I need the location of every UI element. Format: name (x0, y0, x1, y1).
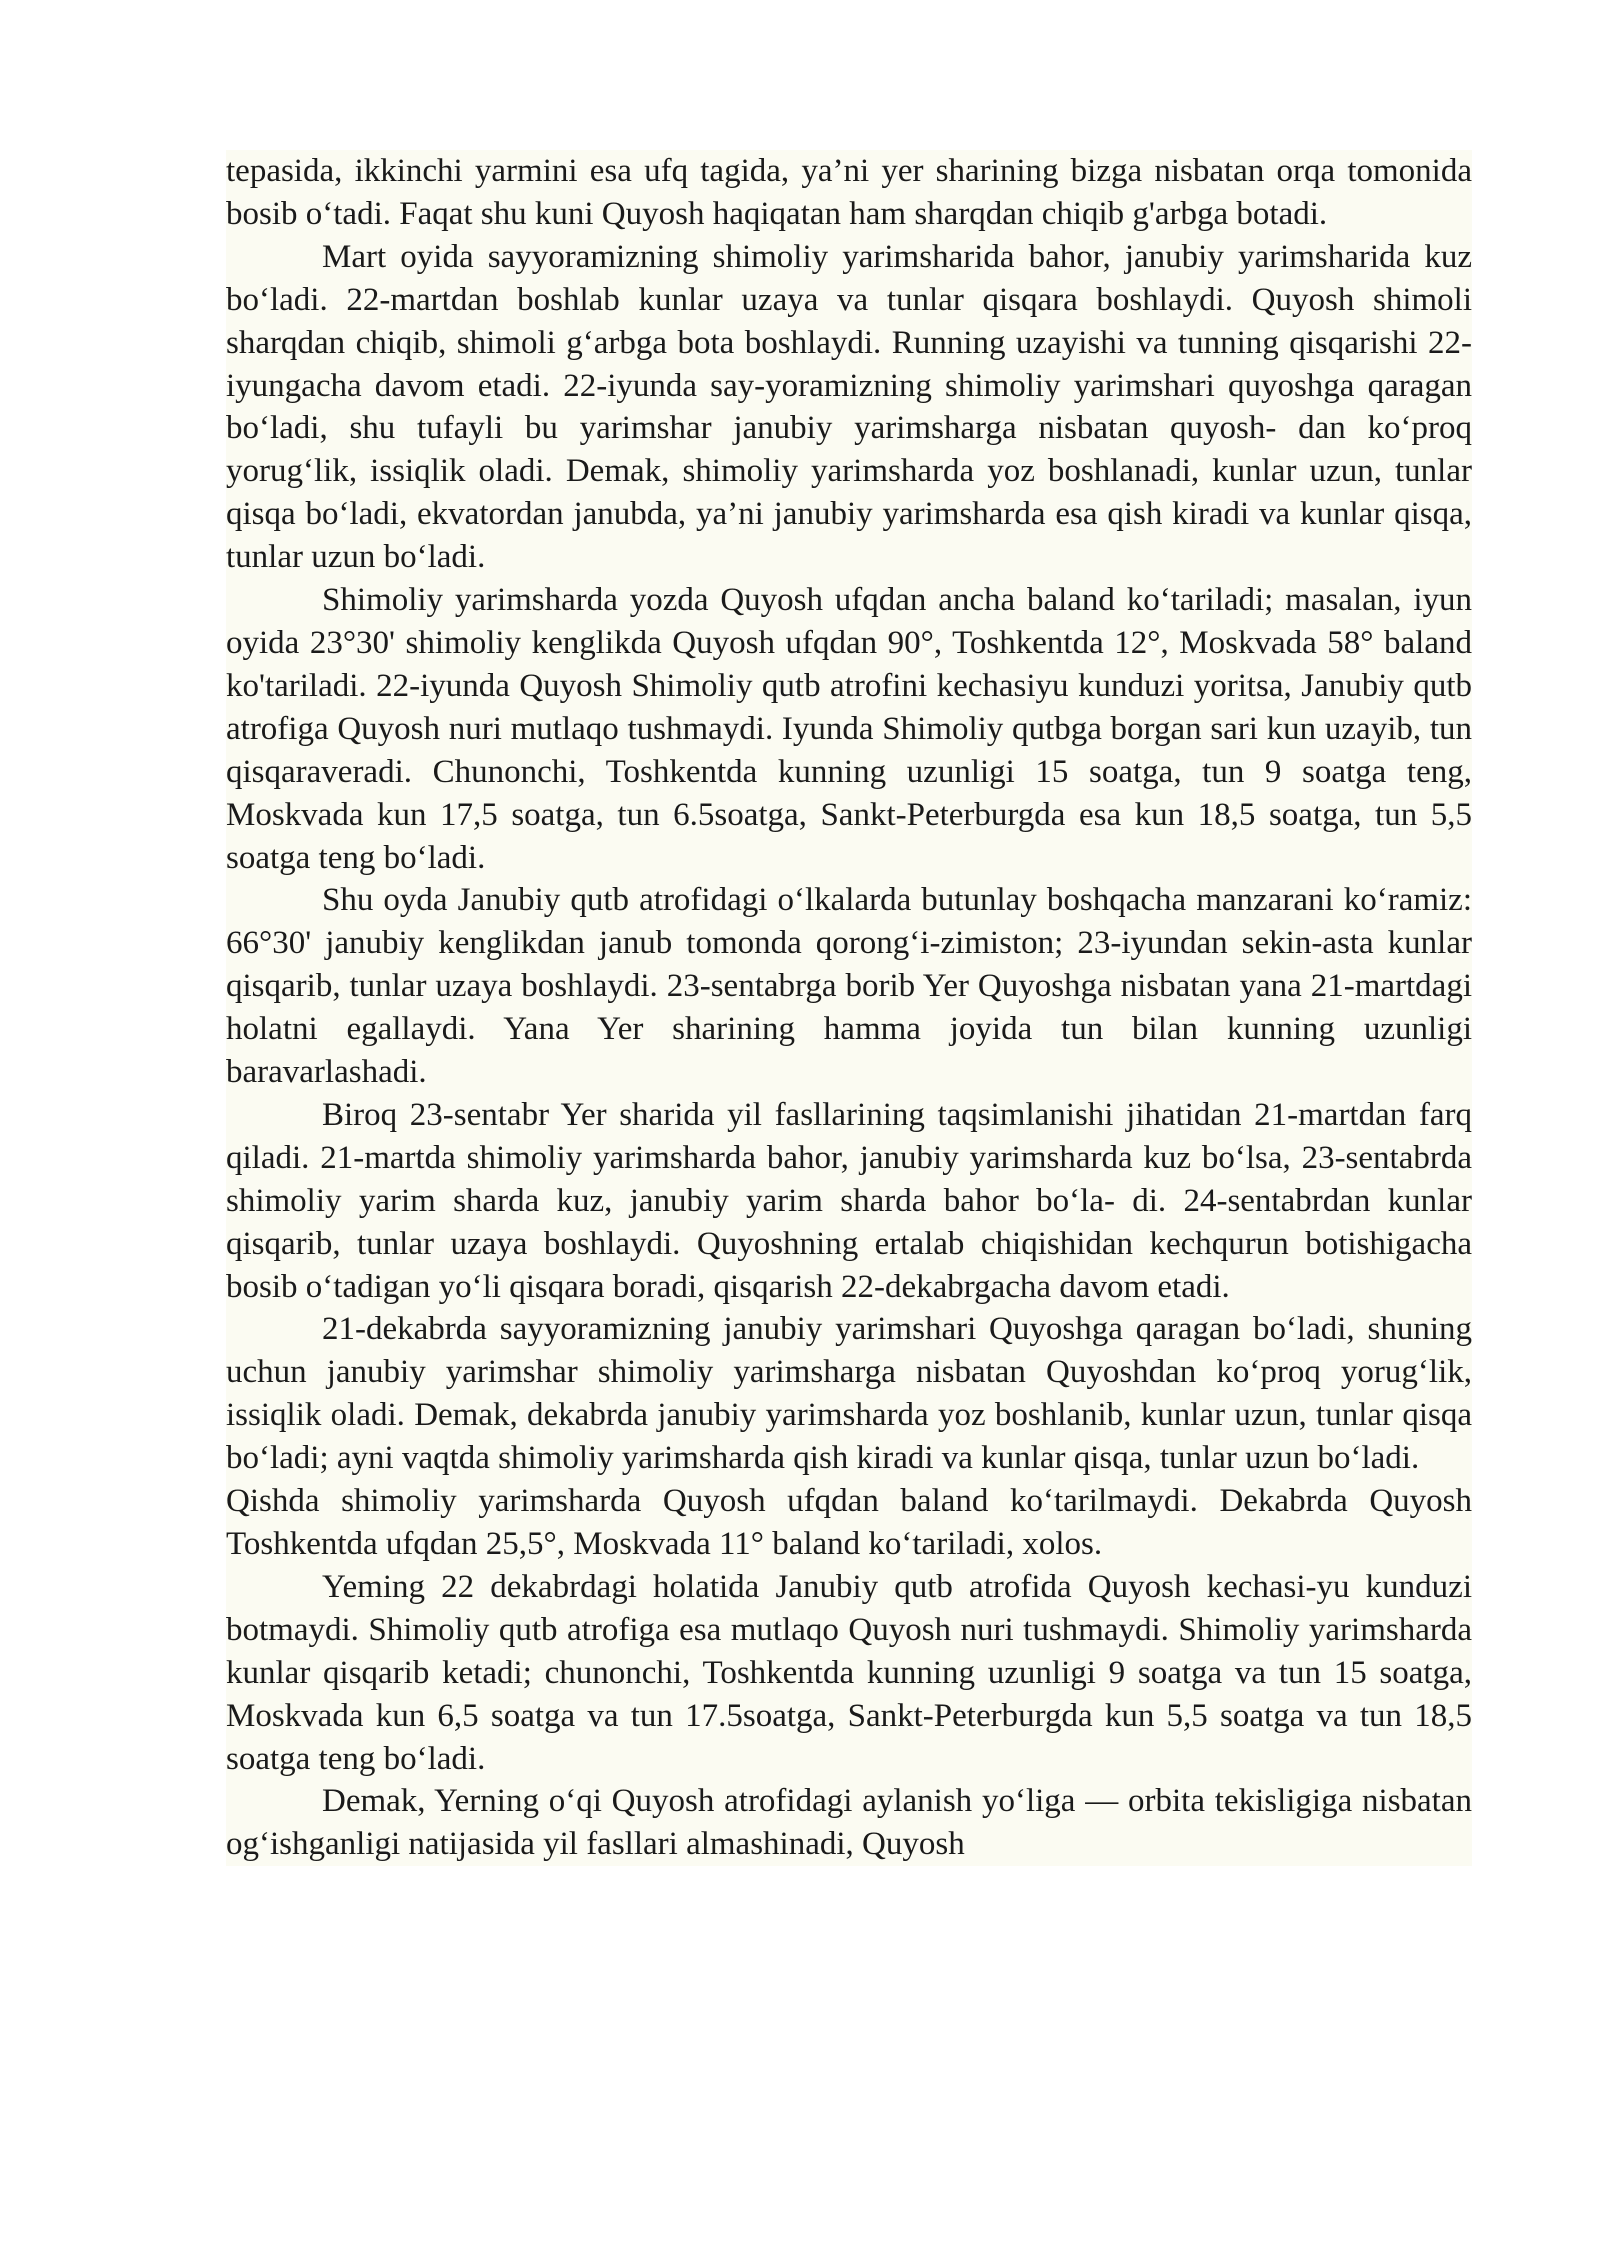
paragraph-8: Yeming 22 dekabrdagi holatida Janubiy qutb atrofida Quyosh kechasi-yu kunduzi botmaydi. Shimoliy qutb atrofiga esa mutlaqo Quyosh nuri tushmaydi. Shimoliy yarimsharda kunlar qisqarib ketadi; chunonchi, Toshkentda kunning uzunligi 9 soatga va tun 15 soatga, Moskvada kun 6,5 soatga va tun 17.5soatga, Sankt-Peterburgda kun 5,5 soatga va tun 18,5 soatga teng bo‘ladi. (226, 1568, 1472, 1777)
paragraph-5: Biroq 23-sentabr Yer sharida yil fasllarining taqsimlanishi jihatidan 21-martdan farq qiladi. 21-martda shimoliy yarimsharda bahor, janubiy yarimsharda kuz bo‘lsa, 23-sentabrda shimoliy yarim sharda kuz, janubiy yarim sharda bahor bo‘la- di. 24-sentabrdan kunlar qisqarib, tunlar uzaya boshlaydi. Quyoshning ertalab chiqishidan kechqurun botishigacha bosib o‘tadigan yo‘li qisqara boradi, qisqarish 22-dekabrgacha davom etadi. (226, 1096, 1472, 1305)
body-text (226, 150, 1472, 1866)
paragraph-2: Mart oyida sayyoramizning shimoliy yarimsharida bahor, janubiy yarimsharida kuz bo‘ladi. 22-martdan boshlab kunlar uzaya va tunlar qisqara boshlaydi. Quyosh shimoli sharqdan chiqib, shimoli g‘arbga bota boshlaydi. Running uzayishi va tunning qisqarishi 22-iyungacha davom etadi. 22-iyunda say-yoramizning shimoliy yarimshari quyoshga qaragan bo‘ladi, shu tufayli bu yarimshar janubiy yarimsharga nisbatan quyosh- dan ko‘proq yorug‘lik, issiqlik oladi. Demak, shimoliy yarimsharda yoz boshlanadi, kunlar uzun, tunlar qisqa bo‘ladi, ekvatordan janubda, ya’ni janubiy yarimsharda esa qish kiradi va kunlar qisqa, tunlar uzun bo‘ladi. (226, 238, 1472, 576)
paragraph-3: Shimoliy yarimsharda yozda Quyosh ufqdan ancha baland ko‘tariladi; masalan, iyun oyida 23°30' shimoliy kenglikda Quyosh ufqdan 90°, Toshkentda 12°, Moskvada 58° baland ko'tariladi. 22-iyunda Quyosh Shimoliy qutb atrofini kechasiyu kunduzi yoritsa, Janubiy qutb atrofiga Quyosh nuri mutlaqo tushmaydi. Iyunda Shimoliy qutbga borgan sari kun uzayib, tun qisqaraveradi. Chunonchi, Toshkentda kunning uzunligi 15 soatga, tun 9 soatga teng, Moskvada kun 17,5 soatga, tun 6.5soatga, Sankt-Peterburgda esa kun 18,5 soatga, tun 5,5 soatga teng bo‘ladi. (226, 582, 1472, 876)
paragraph-4: Shu oyda Janubiy qutb atrofidagi o‘lkalarda butunlay boshqacha manzarani ko‘ramiz: 66°30' janubiy kenglikdan janub tomonda qorong‘i-zimiston; 23-iyundan sekin-asta kunlar qisqarib, tunlar uzaya boshlaydi. 23-sentabrga borib Yer Quyoshga nisbatan yana 21-martdagi holatni egallaydi. Yana Yer sharining hamma joyida tun bilan kunning uzunligi baravarlashadi. (226, 882, 1472, 1091)
paragraph-1: tepasida, ikkinchi yarmini esa ufq tagida, ya’ni yer sharining bizga nisbatan orqa tomonida bosib o‘tadi. Faqat shu kuni Quyosh haqiqatan ham sharqdan chiqib g'arbga botadi. (226, 153, 1472, 232)
paragraph-6: 21-dekabrda sayyoramizning janubiy yarimshari Quyoshga qaragan bo‘ladi, shuning uchun janubiy yarimshar shimoliy yarimsharga nisbatan Quyoshdan ko‘proq yorug‘lik, issiqlik oladi. Demak, dekabrda janubiy yarimsharda yoz boshlanib, kunlar uzun, tunlar qisqa bo‘ladi; ayni vaqtda shimoliy yarimsharda qish kiradi va kunlar qisqa, tunlar uzun bo‘ladi. (226, 1311, 1472, 1477)
paragraph-7: Qishda shimoliy yarimsharda Quyosh ufqdan baland ko‘tarilmaydi. Dekabrda Quyosh Toshkentda ufqdan 25,5°, Moskvada 11° baland ko‘tariladi, xolos. (226, 1483, 1472, 1562)
paragraph-9: Demak, Yerning o‘qi Quyosh atrofidagi aylanish yo‘liga — orbita tekisligiga nisbatan og‘ishganligi natijasida yil fasllari almashinadi, Quyosh (226, 1783, 1472, 1863)
